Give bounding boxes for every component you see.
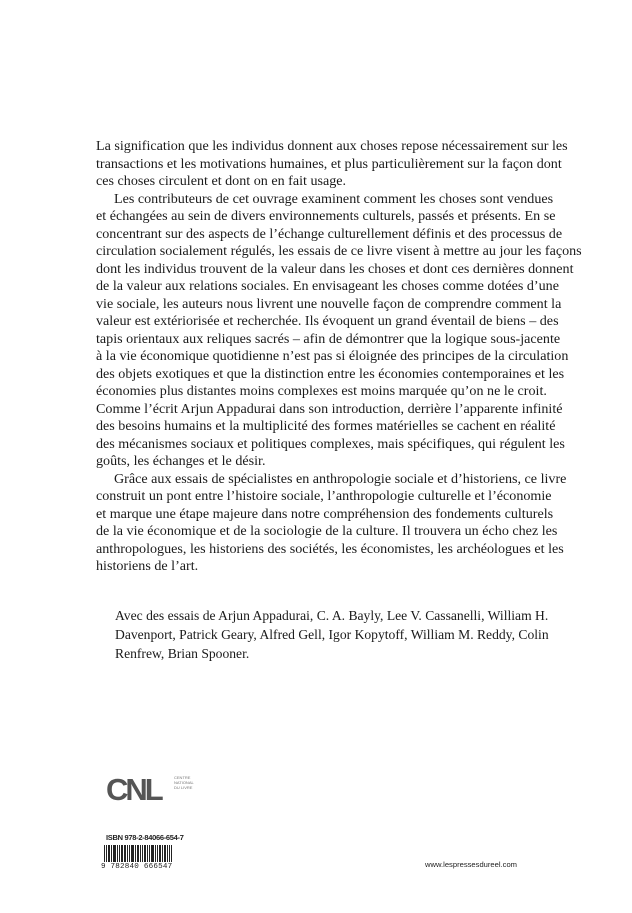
text-line: circulation socialement régulés, les essais de ce livre visent à mettre au jour les façons <box>96 243 582 259</box>
publisher-website[interactable]: www.lespressesdureel.com <box>425 860 518 869</box>
logo-letters: CNL <box>106 772 161 807</box>
text-line: construit un pont entre l’histoire sociale, l’anthropologie culturelle et l’économie <box>96 488 552 504</box>
text-line: à la vie économique quotidienne n’est pas si éloignée des principes de la circulation <box>96 348 569 364</box>
barcode-bar <box>142 845 143 862</box>
barcode-bar <box>159 845 161 862</box>
barcode-bar <box>129 845 130 862</box>
cnl-logo <box>106 772 206 812</box>
barcode-bar <box>119 845 120 862</box>
text-line: et échangées au sein de divers environnements culturels, passés et présents. En se <box>96 208 556 224</box>
text-line: Grâce aux essais de spécialistes en anthropologie sociale et d’historiens, ce livre <box>114 470 567 487</box>
text-line: Davenport, Patrick Geary, Alfred Gell, Igor Kopytoff, William M. Reddy, Colin <box>115 627 549 642</box>
barcode-bar <box>157 845 158 862</box>
barcode-bar <box>171 845 172 862</box>
contributors-list <box>115 606 549 663</box>
barcode-bar <box>149 845 150 862</box>
barcode <box>104 845 174 862</box>
text-line: La signification que les individus donnent aux choses repose nécessairement sur les <box>96 138 568 154</box>
text-line: des objets exotiques et que la distinction entre les économies contemporaines et les <box>96 365 565 382</box>
text-line: et marque une étape majeure dans notre compréhension des fondements culturels <box>96 505 554 522</box>
text-line: valeur est extériorisée et recherchée. Ils évoquent un grand éventail de biens – des <box>96 313 559 329</box>
paragraph-3 <box>96 470 567 576</box>
text-line: transactions et les motivations humaines, et plus particulièrement sur la façon dont <box>96 155 562 172</box>
text-line: de la valeur aux relations sociales. En envisageant les choses comme dotées d’une <box>96 278 559 294</box>
barcode-bar <box>131 845 134 862</box>
barcode-bar <box>167 845 168 862</box>
text-line: concentrant sur des aspects de l’échange culturellement définis et des processus de <box>96 225 563 242</box>
back-cover-description <box>96 138 582 576</box>
text-line: dont les individus trouvent de la valeur dans les choses et dont ces dernières donnent <box>96 260 574 277</box>
barcode-bar <box>137 845 139 862</box>
barcode-bar <box>147 845 148 862</box>
barcode-bar <box>113 845 116 862</box>
barcode-bar <box>111 845 112 862</box>
text-line: Comme l’écrit Arjun Appadurai dans son introduction, derrière l’apparente infinité <box>96 400 563 417</box>
barcode-bar <box>108 845 110 862</box>
text-line: historiens de l’art. <box>96 558 199 574</box>
barcode-bar <box>124 845 126 862</box>
barcode-bar <box>144 845 146 862</box>
text-line: anthropologues, les historiens des sociétés, les économistes, les archéologues et les <box>96 540 564 557</box>
text-line: vie sociale, les auteurs nous livrent une nouvelle façon de comprendre comment la <box>96 295 562 312</box>
barcode-bar <box>117 845 118 862</box>
barcode-bar <box>104 845 105 862</box>
barcode-bar <box>127 845 128 862</box>
text-line: des besoins humains et la multiplicité des formes matérielles se cachent en réalité <box>96 418 556 434</box>
barcode-bar <box>140 845 141 862</box>
barcode-bar <box>121 845 123 862</box>
text-line: tapis orientaux aux reliques sacrés – afin de démontrer que la logique sous-jacente <box>96 330 561 347</box>
barcode-bar <box>169 845 170 862</box>
barcode-digits: 9 782840 666547 <box>101 863 173 871</box>
barcode-bar <box>135 845 136 862</box>
text-line: goûts, les échanges et le désir. <box>96 453 266 469</box>
barcode-bar <box>162 845 163 862</box>
isbn: ISBN 978-2-84066-654-7 <box>106 833 184 842</box>
text-line: économies plus distantes moins complexes est moins marquée qu’on ne le croit. <box>96 383 547 399</box>
barcode-bar <box>106 845 107 862</box>
paragraph-1 <box>96 138 568 191</box>
text-line: Les contributeurs de cet ouvrage examinent comment les choses sont vendues <box>114 190 554 207</box>
text-line: ces choses circulent et dont on en fait usage. <box>96 173 347 189</box>
text-line: de la vie économique et de la sociologie de la culture. Il trouvera un écho chez les <box>96 523 558 539</box>
barcode-bar <box>164 845 166 862</box>
text-line: Renfrew, Brian Spooner. <box>115 646 250 661</box>
paragraph-2 <box>96 190 582 471</box>
barcode-bar <box>151 845 154 862</box>
logo-subtitle: CENTRE NATIONAL DU LIVRE <box>174 775 194 790</box>
text-line: des mécanismes sociaux et politiques complexes, mais spécifiques, qui régulent les <box>96 435 565 452</box>
text-line: Avec des essais de Arjun Appadurai, C. A. Bayly, Lee V. Cassanelli, William H. <box>115 608 549 623</box>
barcode-bar <box>155 845 156 862</box>
